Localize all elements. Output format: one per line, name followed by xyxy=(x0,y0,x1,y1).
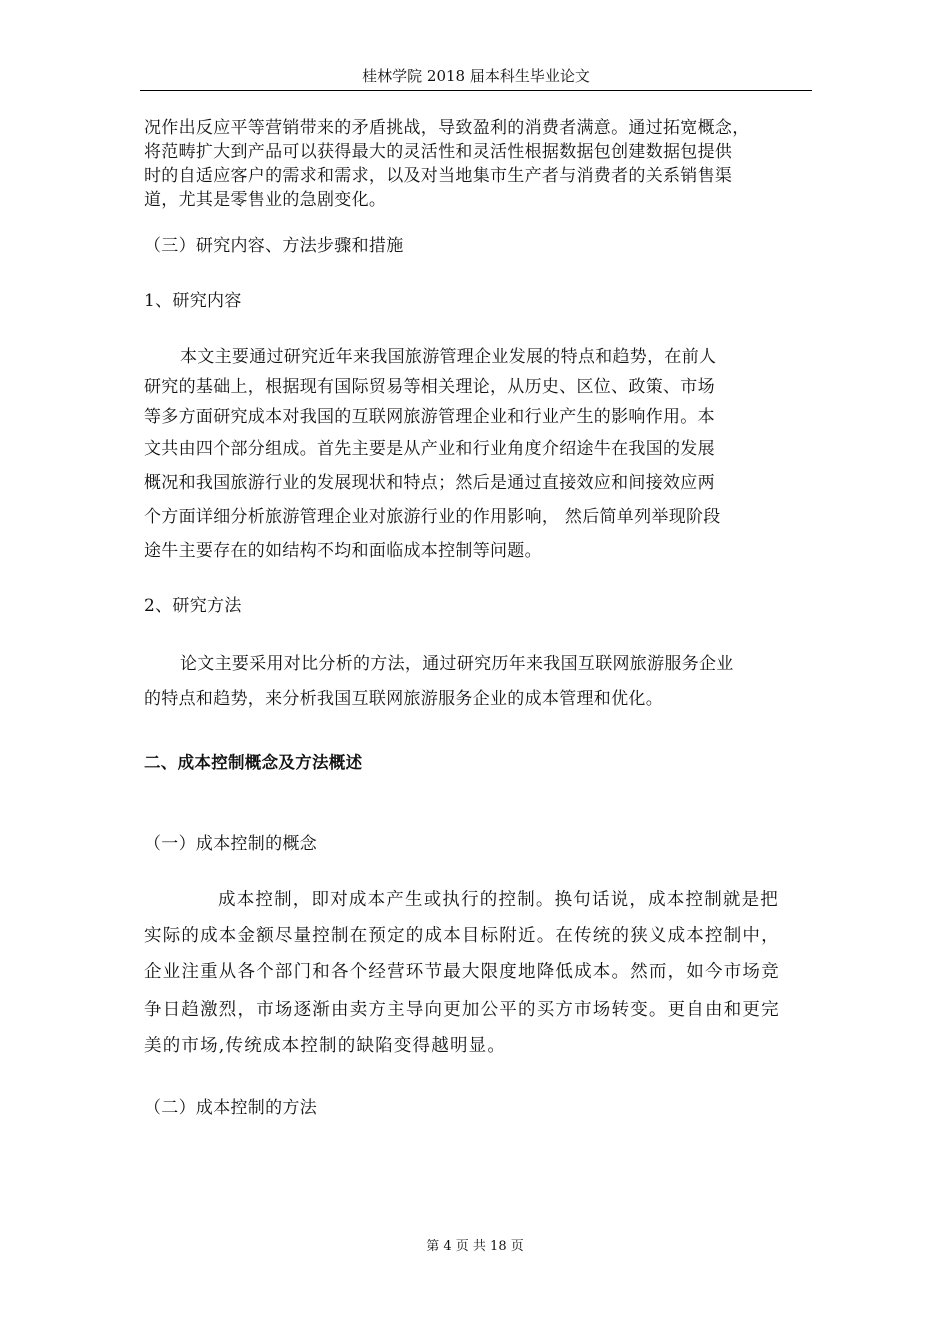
section-3-heading: （三）研究内容、方法步骤和措施 xyxy=(144,236,404,256)
chapter-2-sub1-line-2: 实际的成本金额尽量控制在预定的成本目标附近。在传统的狭义成本控制中， xyxy=(144,926,780,946)
research-content-line-5: 概况和我国旅游行业的发展现状和特点；然后是通过直接效应和间接效应两 xyxy=(144,473,715,493)
header-divider xyxy=(140,90,812,91)
chapter-2-sub2-heading: （二）成本控制的方法 xyxy=(144,1098,317,1118)
research-method-line-1: 论文主要采用对比分析的方法，通过研究历年来我国互联网旅游服务企业 xyxy=(180,654,734,674)
intro-line-1: 况作出反应平等营销带来的矛盾挑战，导致盈利的消费者满意。通过拓宽概念， xyxy=(144,118,750,138)
intro-line-3: 时的自适应客户的需求和需求，以及对当地集市生产者与消费者的关系销售渠 xyxy=(144,166,733,186)
research-content-line-3: 等多方面研究成本对我国的互联网旅游管理企业和行业产生的影响作用。本 xyxy=(144,407,715,427)
research-content-line-2: 研究的基础上，根据现有国际贸易等相关理论，从历史、区位、政策、市场 xyxy=(144,377,715,397)
chapter-2-sub1-line-3: 企业注重从各个部门和各个经营环节最大限度地降低成本。然而，如今市场竞 xyxy=(144,962,780,982)
research-content-heading: 1、研究内容 xyxy=(144,291,242,311)
research-method-line-2: 的特点和趋势，来分析我国互联网旅游服务企业的成本管理和优化。 xyxy=(144,689,663,709)
chapter-2-sub1-line-5: 美的市场,传统成本控制的缺陷变得越明显。 xyxy=(144,1036,507,1056)
chapter-2-heading: 二、成本控制概念及方法概述 xyxy=(144,753,363,772)
page-header-title: 桂林学院 2018 届本科生毕业论文 xyxy=(362,67,590,85)
chapter-2-sub1-heading: （一）成本控制的概念 xyxy=(144,834,317,854)
research-content-line-7: 途牛主要存在的如结构不均和面临成本控制等问题。 xyxy=(144,541,542,561)
research-content-line-6: 个方面详细分析旅游管理企业对旅游行业的作用影响， 然后简单列举现阶段 xyxy=(144,507,721,527)
intro-line-2: 将范畴扩大到产品可以获得最大的灵活性和灵活性根据数据包创建数据包提供 xyxy=(144,142,733,162)
chapter-2-sub1-line-1: 成本控制，即对成本产生或执行的控制。换句话说，成本控制就是把 xyxy=(218,890,779,910)
research-content-line-4: 文共由四个部分组成。首先主要是从产业和行业角度介绍途牛在我国的发展 xyxy=(144,439,715,459)
research-content-line-1: 本文主要通过研究近年来我国旅游管理企业发展的特点和趋势，在前人 xyxy=(180,347,717,367)
chapter-2-sub1-line-4: 争日趋激烈，市场逐渐由卖方主导向更加公平的买方市场转变。更自由和更完 xyxy=(144,1000,780,1020)
page-number-footer: 第 4 页 共 18 页 xyxy=(426,1239,524,1254)
intro-line-4: 道，尤其是零售业的急剧变化。 xyxy=(144,190,387,210)
research-method-heading: 2、研究方法 xyxy=(144,596,242,616)
